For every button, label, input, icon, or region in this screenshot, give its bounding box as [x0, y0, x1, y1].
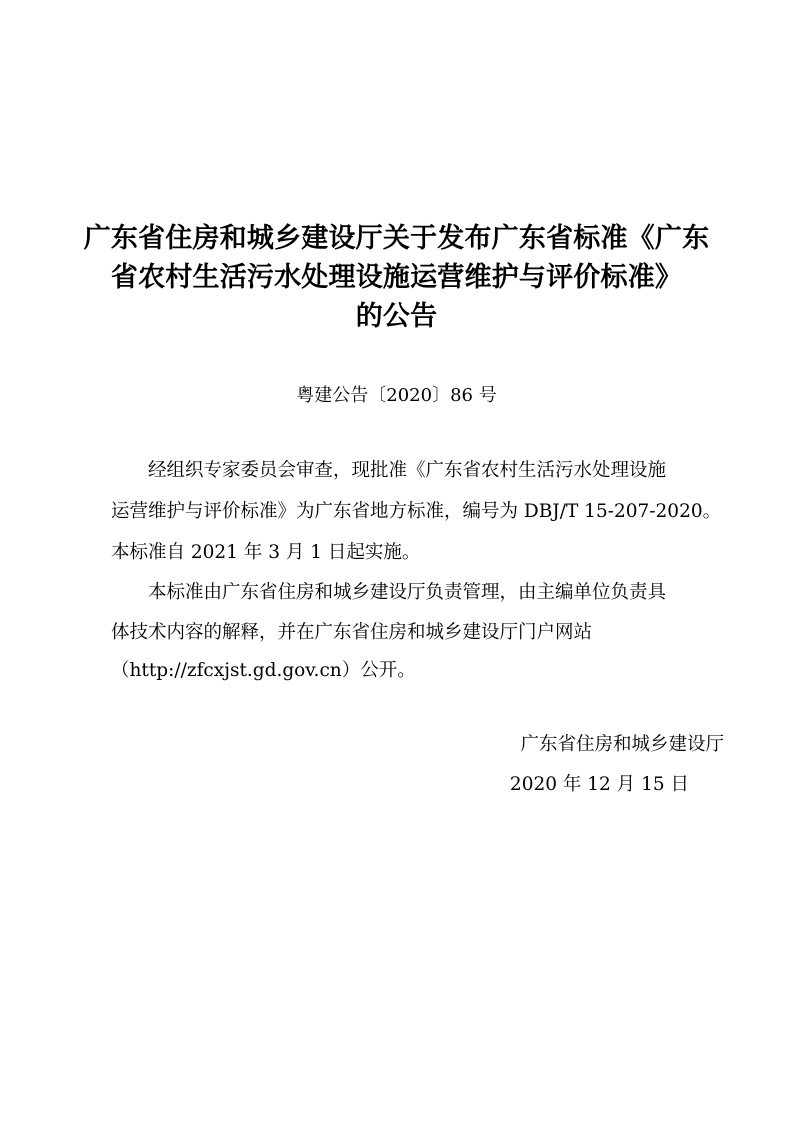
paragraph-2-line-2: 体技术内容的解释，并在广东省住房和城乡建设厅门户网站	[111, 622, 593, 643]
title-line-1: 广东省住房和城乡建设厅关于发布广东省标准《广东	[83, 223, 710, 254]
title-line-2: 省农村生活污水处理设施运营维护与评价标准》	[110, 262, 683, 293]
paragraph-1-line-2: 运营维护与评价标准》为广东省地方标准，编号为 DBJ/T 15-207-2020。	[111, 501, 722, 522]
title-line-3: 的公告	[355, 301, 438, 332]
paragraph-1-line-3: 本标准自 2021 年 3 月 1 日起实施。	[111, 542, 421, 563]
signature-date: 2020 年 12 月 15 日	[509, 774, 689, 795]
signature-organization: 广东省住房和城乡建设厅	[520, 734, 724, 755]
document-number: 粤建公告〔2020〕86 号	[296, 385, 497, 406]
paragraph-1-line-1: 经组织专家委员会审查，现批准《广东省农村生活污水处理设施	[148, 460, 667, 481]
paragraph-2-line-1: 本标准由广东省住房和城乡建设厅负责管理，由主编单位负责具	[148, 582, 667, 603]
paragraph-2-line-3: （http://zfcxjst.gd.gov.cn）公开。	[111, 660, 416, 681]
